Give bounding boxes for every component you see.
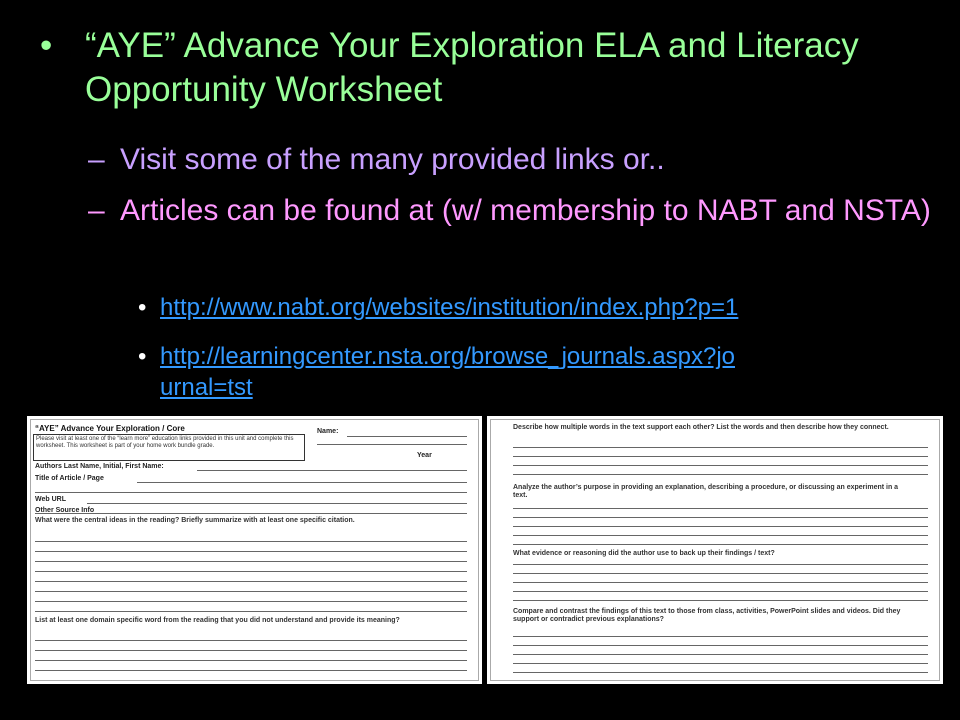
bullet-dot: • (138, 294, 147, 321)
answer-line (35, 581, 467, 582)
answer-line (35, 650, 467, 651)
authors-label: Authors Last Name, Initial, First Name: (35, 463, 164, 470)
name-label: Name: (317, 428, 339, 435)
nsta-link-line2: urnal=tst (160, 374, 253, 401)
answer-line (513, 663, 928, 664)
year-label: Year (417, 452, 432, 459)
answer-line (513, 654, 928, 655)
answer-line (513, 564, 928, 565)
central-ideas-question: What were the central ideas in the reading? Briefly summarize with at least one specific citation. (35, 517, 355, 524)
web-url-line-2 (35, 513, 467, 514)
title-line-2 (35, 492, 467, 493)
nsta-link[interactable] (160, 341, 935, 403)
answer-line (513, 544, 928, 545)
answer-line (513, 508, 928, 509)
answer-line (513, 636, 928, 637)
answer-line (513, 474, 928, 475)
answer-line (513, 526, 928, 527)
worksheet-page-left (27, 416, 482, 684)
answer-line (513, 456, 928, 457)
answer-line (513, 582, 928, 583)
nsta-link-line1: http://learningcenter.nsta.org/browse_journals.aspx?jo (160, 343, 736, 370)
question-4: Compare and contrast the findings of this text to those from class, activities, PowerPoint slides and videos. Did they support or contradict previous explanations? (513, 608, 901, 623)
worksheet-page-right (487, 416, 943, 684)
answer-line (35, 561, 467, 562)
question-1: Describe how multiple words in the text support each other? List the words and then describe how they connect. (513, 424, 889, 431)
answer-line (513, 465, 928, 466)
authors-line (197, 470, 467, 471)
bullet-dash: – (88, 143, 105, 176)
answer-line (513, 535, 928, 536)
other-source-label: Other Source Info (35, 507, 95, 514)
main-bullet-text: “AYE” Advance Your Exploration ELA and Literacy Opportunity Worksheet (85, 26, 859, 109)
answer-line (513, 573, 928, 574)
answer-line (513, 672, 928, 673)
answer-line (35, 640, 467, 641)
worksheet-title: “AYE” Advance Your Exploration / Core (35, 424, 185, 433)
name-line-2 (317, 444, 467, 445)
question-3: What evidence or reasoning did the author use to back up their findings / text? (513, 550, 775, 557)
title-label: Title of Article / Page (35, 475, 104, 482)
answer-line (35, 541, 467, 542)
bullet-dot: • (40, 26, 53, 65)
answer-line (35, 571, 467, 572)
nabt-link[interactable]: http://www.nabt.org/websites/institution/index.php?p=1 (160, 294, 739, 321)
answer-line (35, 601, 467, 602)
domain-word-question: List at least one domain specific word from the reading that you did not understand and provide its meaning? (35, 617, 400, 624)
name-line (347, 436, 467, 437)
answer-line (513, 645, 928, 646)
answer-line (35, 551, 467, 552)
bullet-dash: – (88, 194, 105, 227)
instructions-text: Please visit at least one of the “learn more” education links provided in this unit and complete this worksheet. This worksheet is part of your home work bundle grade. (36, 436, 294, 449)
answer-line (513, 600, 928, 601)
web-url-label: Web URL (35, 496, 66, 503)
sub-bullet-2-text: Articles can be found at (w/ membership to NABT and NSTA) (120, 194, 931, 227)
answer-line (513, 591, 928, 592)
answer-line (513, 517, 928, 518)
question-2: Analyze the author’s purpose in providing an explanation, describing a procedure, or discussing an experiment in a text. (513, 484, 899, 499)
answer-line (35, 611, 467, 612)
answer-line (35, 591, 467, 592)
sub-bullet-1-text: Visit some of the many provided links or.. (120, 143, 665, 176)
answer-line (513, 447, 928, 448)
web-url-line (87, 503, 467, 504)
answer-line (35, 660, 467, 661)
answer-line (35, 670, 467, 671)
bullet-dot: • (138, 343, 147, 370)
title-line (137, 482, 467, 483)
